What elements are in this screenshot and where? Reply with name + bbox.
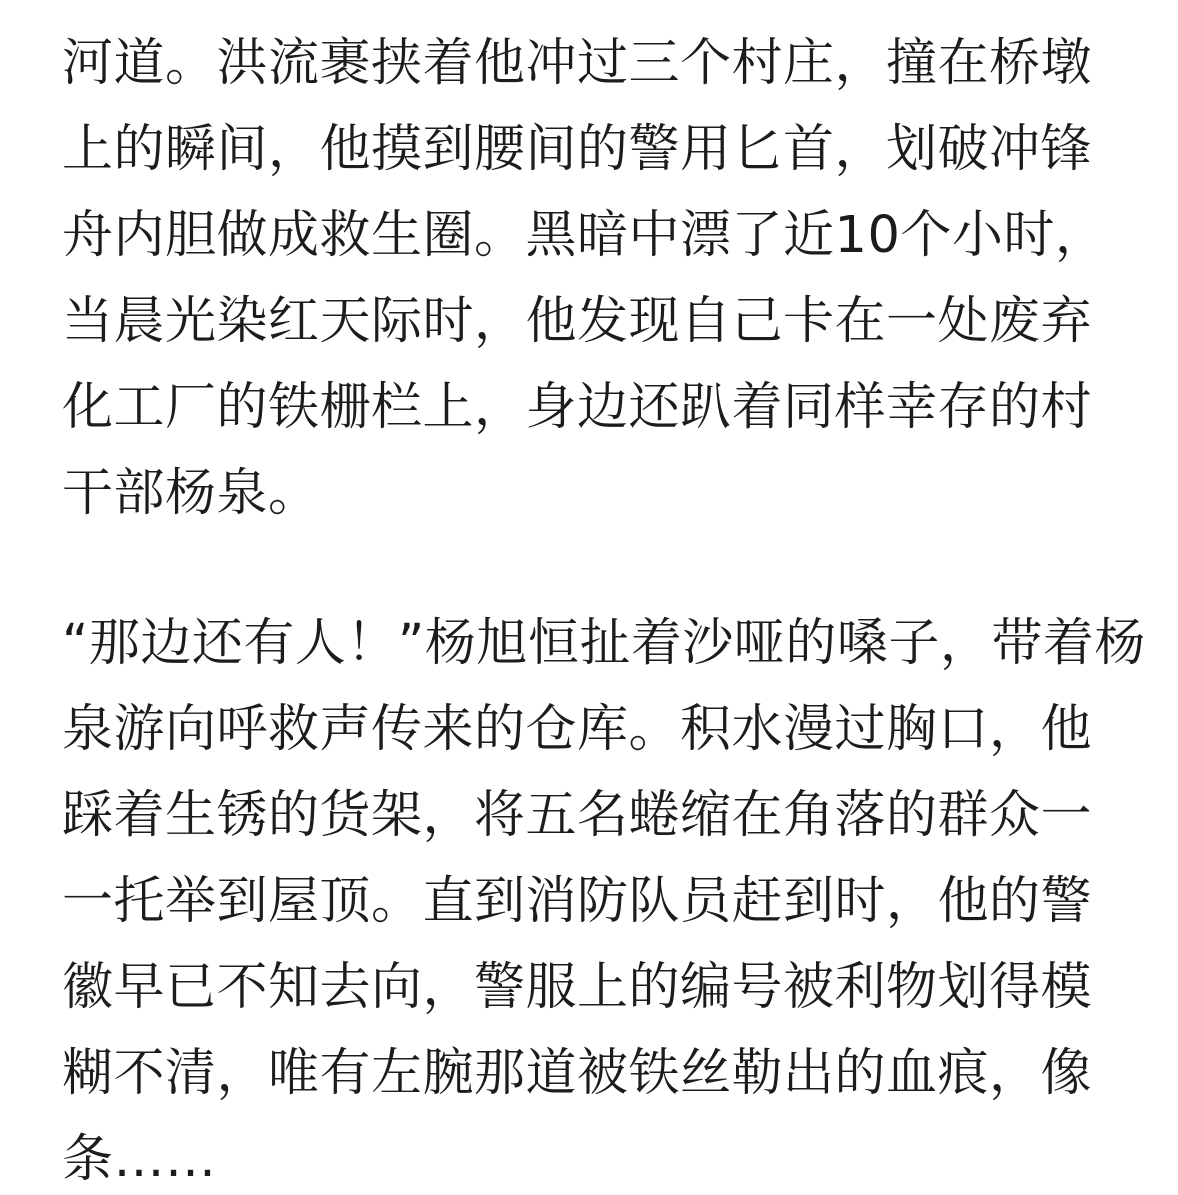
text-line: 徽早已不知去向，警服上的编号被利物划得模 <box>62 958 1093 1017</box>
text-line: 河道。洪流裹挟着他冲过三个村庄，撞在桥墩 <box>62 34 1093 93</box>
text-line: 当晨光染红天际时，他发现自己卡在一处废弃 <box>62 292 1093 351</box>
text-line: 一托举到屋顶。直到消防队员赶到时，他的警 <box>62 872 1093 931</box>
text-line: 干部杨泉。 <box>62 464 320 523</box>
text-line: 上的瞬间，他摸到腰间的警用匕首，划破冲锋 <box>62 120 1093 179</box>
text-line: 糊不清，唯有左腕那道被铁丝勒出的血痕，像 <box>62 1044 1093 1103</box>
text-line: 泉游向呼救声传来的仓库。积水漫过胸口，他 <box>62 700 1093 759</box>
text-line: 舟内胆做成救生圈。黑暗中漂了近10个小时， <box>62 206 1107 265</box>
text-line: 踩着生锈的货架，将五名蜷缩在角落的群众一 <box>62 786 1093 845</box>
text-line: “那边还有人！”杨旭恒扯着沙哑的嗓子，带着杨 <box>62 614 1146 673</box>
text-line: 化工厂的铁栅栏上，身边还趴着同样幸存的村 <box>62 378 1093 437</box>
text-line: 条…… <box>62 1130 217 1189</box>
